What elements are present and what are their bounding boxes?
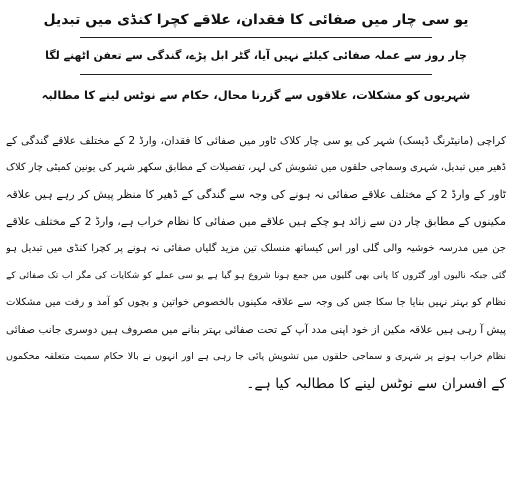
sub-headline: چار روز سے عملہ صفائی کیلئے نہیں آیا، گٹر ابل پڑے، گندگی سے تعفن اٹھنے لگا (45, 49, 467, 62)
article-line: ٹاور کے وارڈ 2 کے مختلف علاقے صفائی نہ ہونے کی وجہ سے گندگی کے ڈھیر کا منظر پیش کر رہے ہیں علاقہ (6, 188, 506, 201)
article-line: نظام کو بہتر نہیں بنایا جا سکا جس کی وجہ سے علاقہ مکینوں بالخصوص خواتین و بچوں کو آمد و رفت میں مشکلات (6, 297, 506, 308)
article-line: گئی جبکہ نالیوں اور گٹروں کا پانی بھی گلیوں میں جمع ہونا شروع ہو گیا ہے یو سی عملے کو شکایات کی مگر اب تک صفائی کے (6, 271, 506, 281)
article-line: کراچی (مانیٹرنگ ڈیسک) شہر کی یو سی چار کلاک ٹاور میں صفائی کا فقدان، وارڈ 2 کے مختلف علاقے گندگی کے (6, 135, 506, 147)
headline-block (0, 0, 512, 118)
article-line: کے افسران سے نوٹس لینے کا مطالبہ کیا ہے۔ (246, 376, 506, 392)
article-line: ڈھیر میں تبدیل، شہری وسماجی حلقوں میں تشویش کی لہر، تفصیلات کے مطابق سکھر شہر کی یونین کمیٹی چار کلاک (6, 162, 506, 173)
article-line: مکینوں کے مطابق چار دن سے زائد ہو چکے ہیں علاقے میں صفائی کا نظام خراب ہے، وارڈ 2 کے مختلف علاقے (6, 215, 506, 228)
sub-headline: شہریوں کو مشکلات، علاقوں سے گزرنا محال، حکام سے نوٹس لینے کا مطالبہ (41, 88, 471, 102)
article-line: جن میں مدرسہ خوشیہ والی گلی اور اس کیساتھ منسلک تین مزید گلیاں صفائی نہ ہونے پر کچرا کنڈی میں تبدیل ہو (6, 243, 506, 254)
article-body (6, 124, 506, 476)
headline-divider (80, 74, 432, 75)
headline-divider (80, 37, 432, 38)
article-line: پیش آ رہی ہیں علاقہ مکین از خود اپنی مدد آپ کے تحت صفائی بہتر بنانے میں مصروف ہیں دوسری جانب صفائی (6, 324, 506, 336)
main-headline: یو سی چار میں صفائی کا فقدان، علاقے کچرا کنڈی میں تبدیل (43, 12, 469, 28)
article-line: نظام خراب ہونے پر شہری و سماجی حلقوں میں تشویش پائی جا رہی ہے اور انہوں نے بالا حکام سمیت متعلقہ محکموں (6, 351, 506, 362)
